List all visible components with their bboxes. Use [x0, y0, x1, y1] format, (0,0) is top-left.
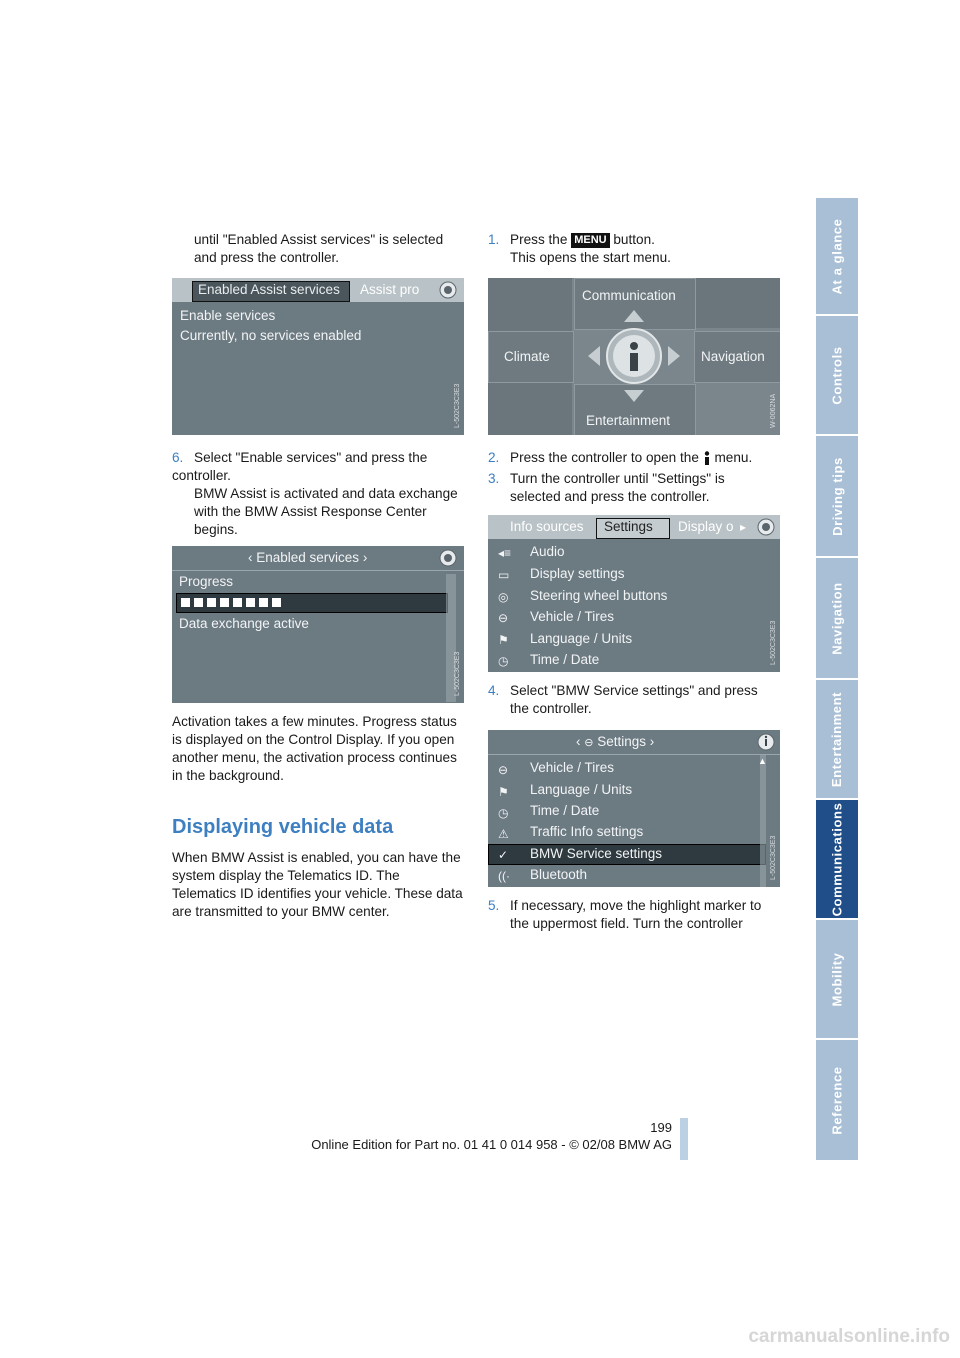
- language-icon: ⚑: [498, 633, 509, 647]
- watermark: carmanualsonline.info: [748, 1326, 950, 1347]
- menu-enable-services: Enable services: [180, 308, 276, 323]
- tab-info-sources: Info sources: [510, 519, 584, 534]
- warning-icon: ⚠: [498, 827, 509, 841]
- footer-marker: [680, 1118, 688, 1160]
- menu-communication: Communication: [582, 288, 676, 303]
- image-code: L-502C3C3E3: [770, 620, 777, 665]
- heading-displaying-vehicle-data: Displaying vehicle data: [172, 816, 394, 838]
- tab-assist-pro: Assist pro: [360, 282, 420, 297]
- controller-icon: [438, 281, 458, 299]
- tab-enabled-assist: Enabled Assist services: [198, 282, 340, 297]
- image-code: W-0062NA: [770, 393, 777, 428]
- progress-bar: [176, 593, 448, 613]
- bluetooth-icon: ((·: [498, 869, 510, 883]
- steering-wheel-icon: ◎: [498, 590, 509, 604]
- screen-start-menu: [488, 278, 780, 435]
- screen-enabled-assist: [172, 278, 464, 435]
- step-4: 4. Select "BMW Service settings" and press the controller.: [488, 683, 758, 716]
- info-controller-icon: [584, 306, 684, 406]
- step-1: 1. Press the MENU button. This opens the start menu.: [488, 232, 671, 265]
- tab-reference[interactable]: Reference: [816, 1040, 858, 1162]
- menu-entertainment: Entertainment: [586, 413, 671, 428]
- paragraph-vehicle-data: When BMW Assist is enabled, you can have the system display the Telematics ID. The Telematics ID identifies your vehicle. These data are transmitted to your BMW center.: [172, 850, 463, 919]
- menu-key-icon: MENU: [571, 233, 609, 248]
- controller-icon: [438, 549, 458, 567]
- step-3: 3. Turn the controller until "Settings" is selected and press the controller.: [488, 471, 725, 504]
- tab-display: Display o: [678, 519, 734, 534]
- image-code: L-502C3C3E3: [454, 383, 461, 428]
- paragraph-activation: Activation takes a few minutes. Progress status is displayed on the Control Display. If you open another menu, the activation process continues in the background.: [172, 714, 457, 783]
- menu-navigation: Navigation: [701, 349, 765, 364]
- service-icon: ✓: [498, 848, 509, 862]
- screen-title: ‹ ⊖ Settings ›: [576, 734, 655, 749]
- display-icon: ▭: [498, 568, 510, 582]
- vehicle-icon: ⊖: [498, 611, 509, 625]
- tab-driving-tips[interactable]: Driving tips: [816, 436, 858, 558]
- step-2: 2. Press the controller to open the menu.: [488, 450, 753, 465]
- status-no-services: Currently, no services enabled: [180, 328, 362, 343]
- screen-settings-bmw-service: ‹ ⊖ Settings › ⊖ Vehicle / Tires ⚑ Language / Units ◷ Time / Date ⚠ Traffic Info settings ✓ BMW Service settings ((· Bluetooth ▲ L-502C3C3E3: [488, 730, 780, 887]
- menu-climate: Climate: [504, 349, 550, 364]
- tab-entertainment[interactable]: Entertainment: [816, 680, 858, 800]
- footer-edition: Online Edition for Part no. 01 41 0 014 958 - © 02/08 BMW AG: [311, 1137, 672, 1152]
- clock-icon: ◷: [498, 654, 509, 668]
- step-6: 6. Select "Enable services" and press the controller. BMW Assist is activated and data exchange with the BMW Assist Response Center begins.: [172, 450, 458, 537]
- image-code: L-502C3C3E3: [454, 651, 461, 696]
- scroll-up-icon: ▲: [758, 756, 767, 766]
- tab-settings-selected: Settings: [604, 519, 653, 534]
- controller-icon: [756, 518, 776, 536]
- arrow-right-icon: ▸: [740, 520, 747, 534]
- vehicle-icon: ⊖: [498, 763, 509, 777]
- screen-settings-list: Info sources Settings Display o ▸ ◂≡ Audio ▭ Display settings ◎ Steering wheel buttons ⊖ Vehicle / Tires ⚑ Language / Units ◷ Time / Date L-502C3C3E3: [488, 515, 780, 672]
- step-5: 5. If necessary, move the highlight marker to the uppermost field. Turn the controller: [488, 898, 762, 931]
- progress-label: Progress: [179, 574, 234, 589]
- info-icon: [756, 733, 776, 751]
- tab-at-a-glance[interactable]: At a glance: [816, 198, 858, 316]
- tab-navigation[interactable]: Navigation: [816, 558, 858, 680]
- language-icon: ⚑: [498, 785, 509, 799]
- page-number: 199: [650, 1120, 672, 1135]
- audio-icon: ◂≡: [498, 546, 512, 560]
- tab-communications[interactable]: Communications: [816, 800, 858, 920]
- info-i-icon: [703, 451, 711, 465]
- status-data-exchange: Data exchange active: [179, 616, 309, 631]
- paragraph-enabled-assist: until "Enabled Assist services" is selected and press the controller.: [194, 232, 444, 265]
- screen-enabled-services: [172, 546, 464, 703]
- tab-mobility[interactable]: Mobility: [816, 920, 858, 1040]
- tab-controls[interactable]: Controls: [816, 316, 858, 436]
- clock-icon: ◷: [498, 806, 509, 820]
- screen-title: ‹ Enabled services ›: [248, 550, 368, 565]
- image-code: L-502C3C3E3: [770, 835, 777, 880]
